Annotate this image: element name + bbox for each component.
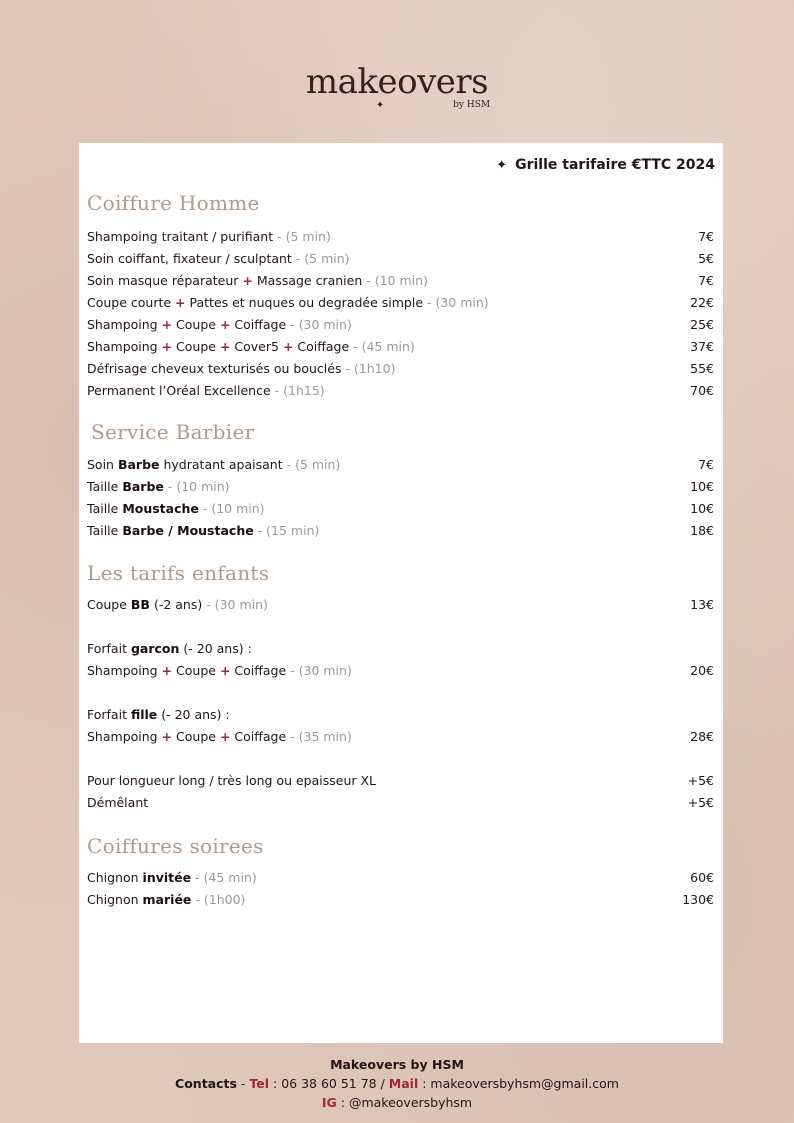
price: 130€ [682,892,714,907]
footer-instagram: IG : @makeoversbyhsm [321,1095,473,1110]
page-heading [496,157,715,173]
price-row: Soin masque réparateur + Massage cranien - (10 min) 7€ [87,270,714,292]
plus-icon: + [161,339,173,354]
price-row: Démêlant +5€ [87,792,714,814]
plus-icon: + [161,729,173,744]
price: 5€ [698,251,714,266]
footer-contacts: Contacts - Tel : 06 38 60 51 78 / Mail : makeoversbyhsm@gmail.com [175,1076,619,1091]
price-row: Taille Moustache - (10 min) 10€ [87,498,714,520]
price: 18€ [690,523,714,538]
price: 37€ [690,339,714,354]
price-row: Chignon invitée - (45 min) 60€ [87,867,714,889]
price: 25€ [690,317,714,332]
package-label: Forfait garcon (- 20 ans) : [87,641,252,656]
price-row: Taille Barbe - (10 min) 10€ [87,476,714,498]
price-row: Shampoing + Coupe + Coiffage - (30 min) 20€ [87,660,714,682]
sparkle-icon: ✦ [496,158,508,173]
brand-name: makeovers [305,62,489,102]
instagram-handle[interactable]: : @makeoversbyhsm [336,1095,473,1110]
price-row: Chignon mariée - (1h00) 130€ [87,889,714,911]
price-card [79,143,723,1043]
price: 10€ [690,501,714,516]
phone-number: : 06 38 60 51 78 / [269,1076,389,1091]
plus-icon: + [161,663,173,678]
price: 60€ [690,870,714,885]
plus-icon: + [219,729,231,744]
price: 20€ [690,663,714,678]
price: 70€ [690,383,714,398]
price: 13€ [690,597,714,612]
section-title-homme: Coiffure Homme [87,191,260,215]
price-row: Permanent l’Oréal Excellence - (1h15) 70€ [87,380,714,402]
footer-name: Makeovers by HSM [330,1057,464,1072]
price-row: Coupe courte + Pattes et nuques ou degradée simple - (30 min) 22€ [87,292,714,314]
brand-star-icon: ✦ [375,100,384,111]
price-row: Soin coiffant, fixateur / sculptant - (5 min) 5€ [87,248,714,270]
price-row: Shampoing + Coupe + Cover5 + Coiffage - (45 min) 37€ [87,336,714,358]
page-title: Grille tarifaire €TTC 2024 [515,157,715,173]
price-row: Shampoing + Coupe + Coiffage - (30 min) 25€ [87,314,714,336]
price: 28€ [690,729,714,744]
package-label: Forfait fille (- 20 ans) : [87,707,230,722]
price: 55€ [690,361,714,376]
price: 7€ [698,229,714,244]
plus-icon: + [161,317,173,332]
price-row: Défrisage cheveux texturisés ou bouclés - (1h10) 55€ [87,358,714,380]
price: 10€ [690,479,714,494]
price: 7€ [698,273,714,288]
plus-icon: + [219,339,231,354]
price-row: Pour longueur long / très long ou epaisseur XL +5€ [87,770,714,792]
plus-icon: + [282,339,294,354]
email-link[interactable]: : makeoversbyhsm@gmail.com [418,1076,619,1091]
section-title-soirees: Coiffures soirees [87,834,264,858]
plus-icon: + [219,317,231,332]
plus-icon: + [175,295,186,310]
price: +5€ [687,795,714,810]
price: +5€ [687,773,714,788]
plus-icon: + [242,273,253,288]
price-row: Soin Barbe hydratant apaisant - (5 min) 7€ [87,454,714,476]
price-row: Shampoing + Coupe + Coiffage - (35 min) 28€ [87,726,714,748]
brand-sub: by HSM [453,100,491,110]
price-row: Taille Barbe / Moustache - (15 min) 18€ [87,520,714,542]
price-row: Shampoing traitant / purifiant - (5 min) 7€ [87,226,714,248]
brand-logo [0,62,794,111]
footer [0,1055,794,1112]
price-row: Coupe BB (-2 ans) - (30 min) 13€ [87,594,714,616]
plus-icon: + [219,663,231,678]
section-title-barbier: Service Barbier [91,420,255,444]
price: 7€ [698,457,714,472]
price: 22€ [690,295,714,310]
section-title-enfants: Les tarifs enfants [87,561,270,585]
